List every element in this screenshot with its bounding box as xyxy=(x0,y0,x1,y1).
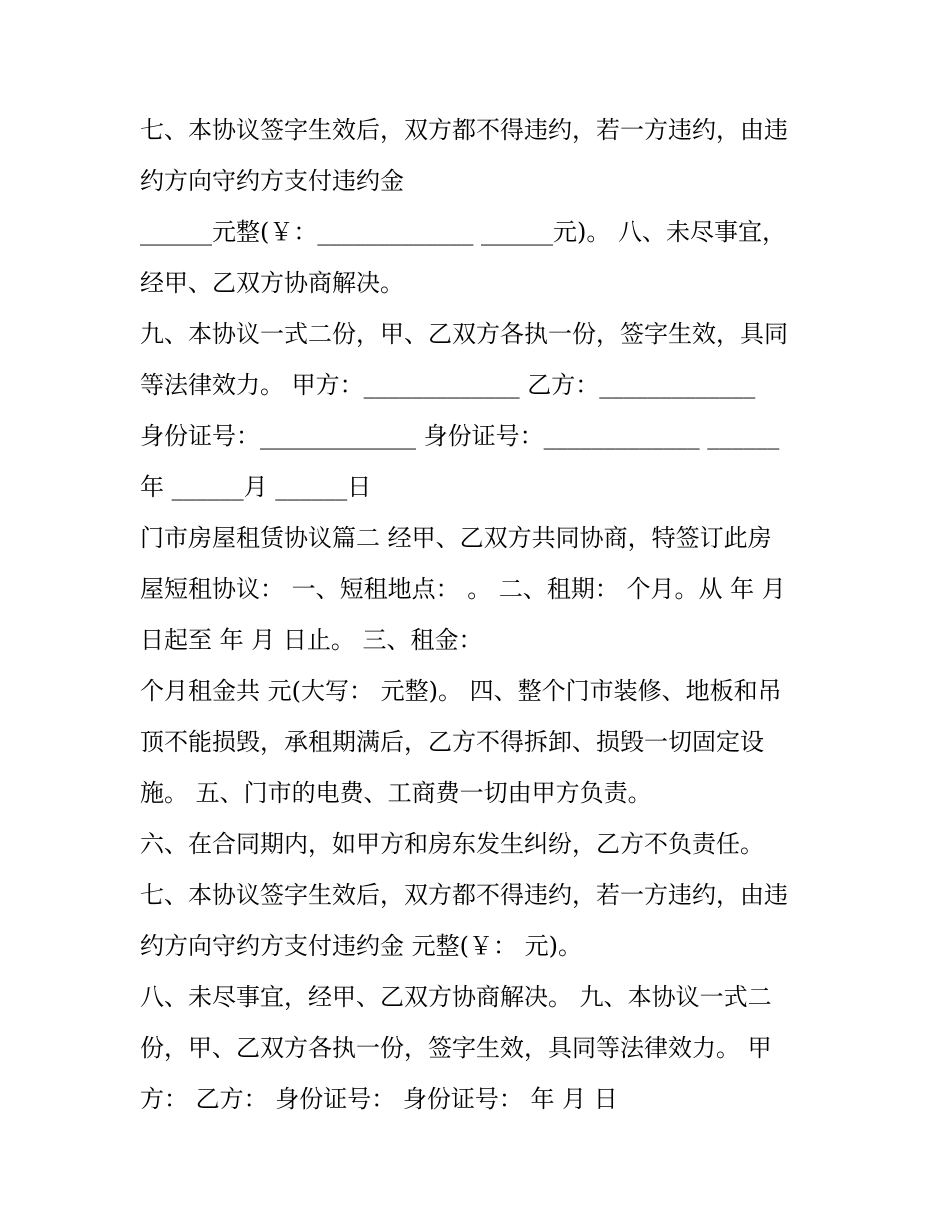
text-line-4: 经甲、乙双方协商解决。 xyxy=(140,269,404,297)
text-line-10: 屋短租协议： 一、短租地点： 。 二、租期： 个月。从 年 月 xyxy=(140,575,786,603)
text-line-14: 施。 五、门市的电费、工商费一切由甲方负责。 xyxy=(140,779,652,807)
text-line-3: ______元整(￥：_____________ ______元)。 八、未尽事宜， xyxy=(140,218,786,246)
text-line-18: 八、未尽事宜，经甲、乙双方协商解决。 九、本协议一式二 xyxy=(140,983,772,1011)
text-line-12: 个月租金共 元(大写： 元整)。 四、整个门市装修、地板和吊 xyxy=(140,677,782,705)
text-line-15: 六、在合同期内，如甲方和房东发生纠纷，乙方不负责任。 xyxy=(140,830,764,858)
text-line-19: 份，甲、乙双方各执一份，签字生效，具同等法律效力。 甲 xyxy=(140,1034,772,1062)
text-line-16: 七、本协议签字生效后，双方都不得违约，若一方违约，由违 xyxy=(140,881,788,909)
text-line-13: 顶不能损毁，承租期满后，乙方不得拆卸、损毁一切固定设 xyxy=(140,728,764,756)
text-line-7: 身份证号：_____________ 身份证号：_____________ ______ xyxy=(140,422,780,450)
text-line-8: 年 ______月 ______日 xyxy=(140,473,372,501)
document-body xyxy=(140,105,820,1125)
text-line-2: 约方向守约方支付违约金 xyxy=(140,167,404,195)
text-line-5: 九、本协议一式二份，甲、乙双方各执一份，签字生效，具同 xyxy=(140,320,788,348)
text-line-1: 七、本协议签字生效后，双方都不得违约，若一方违约，由违 xyxy=(140,116,788,144)
text-line-20: 方： 乙方： 身份证号： 身份证号： 年 月 日 xyxy=(140,1085,618,1113)
text-line-11: 日起至 年 月 日止。 三、租金： xyxy=(140,626,483,654)
text-line-17: 约方向守约方支付违约金 元整(￥： 元)。 xyxy=(140,932,582,960)
text-line-9: 门市房屋租赁协议篇二 经甲、乙双方共同协商，特签订此房 xyxy=(140,524,772,552)
text-line-6: 等法律效力。 甲方：_____________ 乙方：_____________ xyxy=(140,371,756,399)
